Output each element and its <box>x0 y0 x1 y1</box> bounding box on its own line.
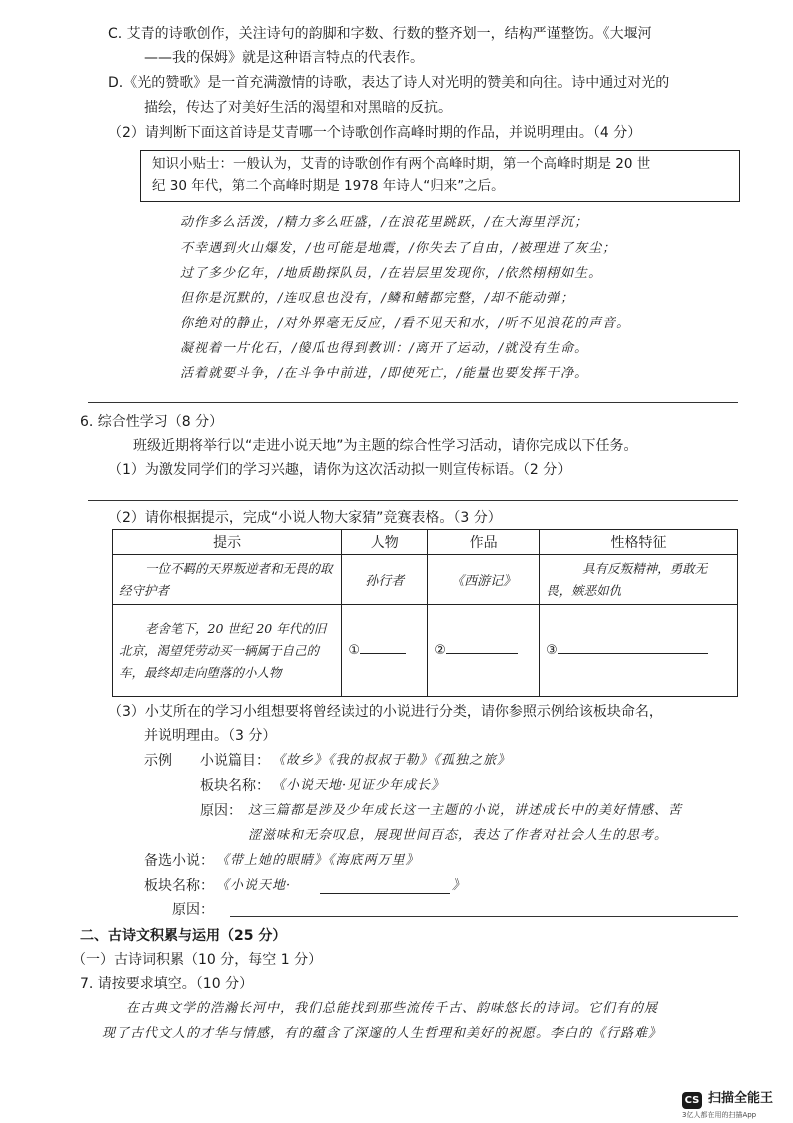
poem-line: 但你是沉默的，/连叹息也没有，/鳞和鳍都完整，/却不能动弹； <box>180 291 575 306</box>
alt-block-suffix: 》 <box>452 878 467 893</box>
table-header-row <box>113 530 738 555</box>
example-titles-label: 小说篇目： <box>200 753 270 769</box>
row2-hint: 老舍笔下，20 世纪 20 年代的旧北京，渴望凭劳动买一辆属于自己的车，最终却走向堕落的小人物 <box>113 605 342 697</box>
row2-trait-cell[interactable] <box>540 605 738 697</box>
alt-reason-blank[interactable] <box>230 916 738 917</box>
alt-novels: 《带上她的眼睛》《海底两万里》 <box>216 853 420 868</box>
alt-block-prefix: 《小说天地· <box>216 878 292 893</box>
q5-subquestion-2: （2）请判断下面这首诗是艾青哪一个诗歌创作高峰时期的作品，并说明理由。（4 分） <box>108 125 642 141</box>
blank-3-marker: ③ <box>546 643 558 658</box>
header-person: 人物 <box>342 530 428 555</box>
header-hint: 提示 <box>113 530 342 555</box>
poem-line: 你绝对的静止，/对外界毫无反应，/看不见天和水，/听不见浪花的声音。 <box>180 316 631 331</box>
poem-line: 动作多么活泼，/精力多么旺盛，/在浪花里跳跃，/在大海里浮沉； <box>180 215 589 230</box>
table-row <box>113 555 738 605</box>
row1-work: 《西游记》 <box>428 555 540 605</box>
tip-line1: 知识小贴士：一般认为，艾青的诗歌创作有两个高峰时期，第一个高峰时期是 20 世 <box>152 156 651 172</box>
example-label: 示例 <box>144 753 172 769</box>
blank-2-marker: ② <box>434 643 446 658</box>
poem-line: 不幸遇到火山爆发，/也可能是地震，/你失去了自由，/被理进了灰尘； <box>180 241 617 256</box>
poem-line: 凝视着一片化石，/傻瓜也得到教训：/离开了运动，/就没有生命。 <box>180 341 589 356</box>
example-block-label: 板块名称： <box>200 778 270 794</box>
q6-subquestion-3-line2: 并说明理由。（3 分） <box>144 728 277 744</box>
q6-intro: 班级近期将举行以“走进小说天地”为主题的综合性学习活动，请你完成以下任务。 <box>133 438 638 454</box>
row1-person: 孙行者 <box>342 555 428 605</box>
example-block: 《小说天地·见证少年成长》 <box>272 778 446 793</box>
alt-reason-label: 原因： <box>172 902 214 918</box>
header-work: 作品 <box>428 530 540 555</box>
alt-novels-label: 备选小说： <box>144 853 214 869</box>
example-titles: 《故乡》《我的叔叔于勒》《孤独之旅》 <box>272 753 512 768</box>
row1-hint: 一位不羁的天界叛逆者和无畏的取经守护者 <box>113 555 342 605</box>
poem-line: 活着就要斗争，/在斗争中前进，/即使死亡，/能量也要发挥干净。 <box>180 366 589 381</box>
blank-1-line[interactable] <box>360 653 406 654</box>
example-reason-line2: 涩滋味和无奈叹息，展现世间百态，表达了作者对社会人生的思考。 <box>248 828 669 843</box>
row2-person-cell[interactable] <box>342 605 428 697</box>
character-guess-table <box>112 529 738 697</box>
q7-paragraph-line2: 现了古代文人的才华与情感，有的蕴含了深邃的人生哲理和美好的祝愿。李白的《行路难》 <box>102 1026 663 1041</box>
example-reason-line1: 这三篇都是涉及少年成长这一主题的小说，讲述成长中的美好情感、苦 <box>248 803 683 818</box>
option-d-line2: 描绘，传达了对美好生活的渴望和对黑暗的反抗。 <box>144 100 452 116</box>
tip-line2: 纪 30 年代，第二个高峰时期是 1978 年诗人“归来”之后。 <box>152 178 505 194</box>
watermark-tagline: 3亿人都在用的扫描App <box>682 1111 757 1119</box>
q6-subquestion-2: （2）请你根据提示，完成“小说人物大家猜”竞赛表格。（3 分） <box>108 510 502 526</box>
blank-2-line[interactable] <box>446 653 518 654</box>
q7-title: 7. 请按要求填空。（10 分） <box>80 976 254 992</box>
option-d-line1: D.《光的赞歌》是一首充满激情的诗歌，表达了诗人对光明的赞美和向往。诗中通过对光的 <box>108 75 670 91</box>
q7-paragraph-line1: 在古典文学的浩瀚长河中，我们总能找到那些流传千古、韵味悠长的诗词。它们有的展 <box>126 1001 659 1016</box>
part2-title: 二、古诗文积累与运用（25 分） <box>80 928 287 944</box>
example-reason-label: 原因： <box>200 803 242 819</box>
part2-subtitle: （一）古诗词积累（10 分，每空 1 分） <box>72 952 323 968</box>
blank-3-line[interactable] <box>558 653 708 654</box>
row1-trait: 具有反叛精神，勇敢无畏，嫉恶如仇 <box>540 555 738 605</box>
table-row <box>113 605 738 697</box>
header-trait: 性格特征 <box>540 530 738 555</box>
answer-line <box>88 402 738 403</box>
alt-block-blank[interactable] <box>320 893 450 894</box>
option-c-line2: ——我的保姆》就是这种语言特点的代表作。 <box>144 50 424 66</box>
poem-line: 过了多少亿年，/地质勘探队员，/在岩层里发现你，/依然栩栩如生。 <box>180 266 603 281</box>
watermark-name: 扫描全能王 <box>708 1091 774 1106</box>
q6-subquestion-1: （1）为激发同学们的学习兴趣，请你为这次活动拟一则宣传标语。（2 分） <box>108 462 572 478</box>
camscanner-logo-icon: CS <box>682 1092 702 1109</box>
q6-subquestion-3-line1: （3）小艾所在的学习小组想要将曾经读过的小说进行分类，请你参照示例给该板块命名， <box>108 704 663 720</box>
blank-1-marker: ① <box>348 643 360 658</box>
row2-work-cell[interactable] <box>428 605 540 697</box>
q6-title: 6. 综合性学习（8 分） <box>80 414 224 430</box>
option-c-line1: C. 艾青的诗歌创作，关注诗句的韵脚和字数、行数的整齐划一，结构严谨整饬。《大堰河 <box>108 26 652 42</box>
alt-block-label: 板块名称： <box>144 878 214 894</box>
answer-line <box>88 500 738 501</box>
